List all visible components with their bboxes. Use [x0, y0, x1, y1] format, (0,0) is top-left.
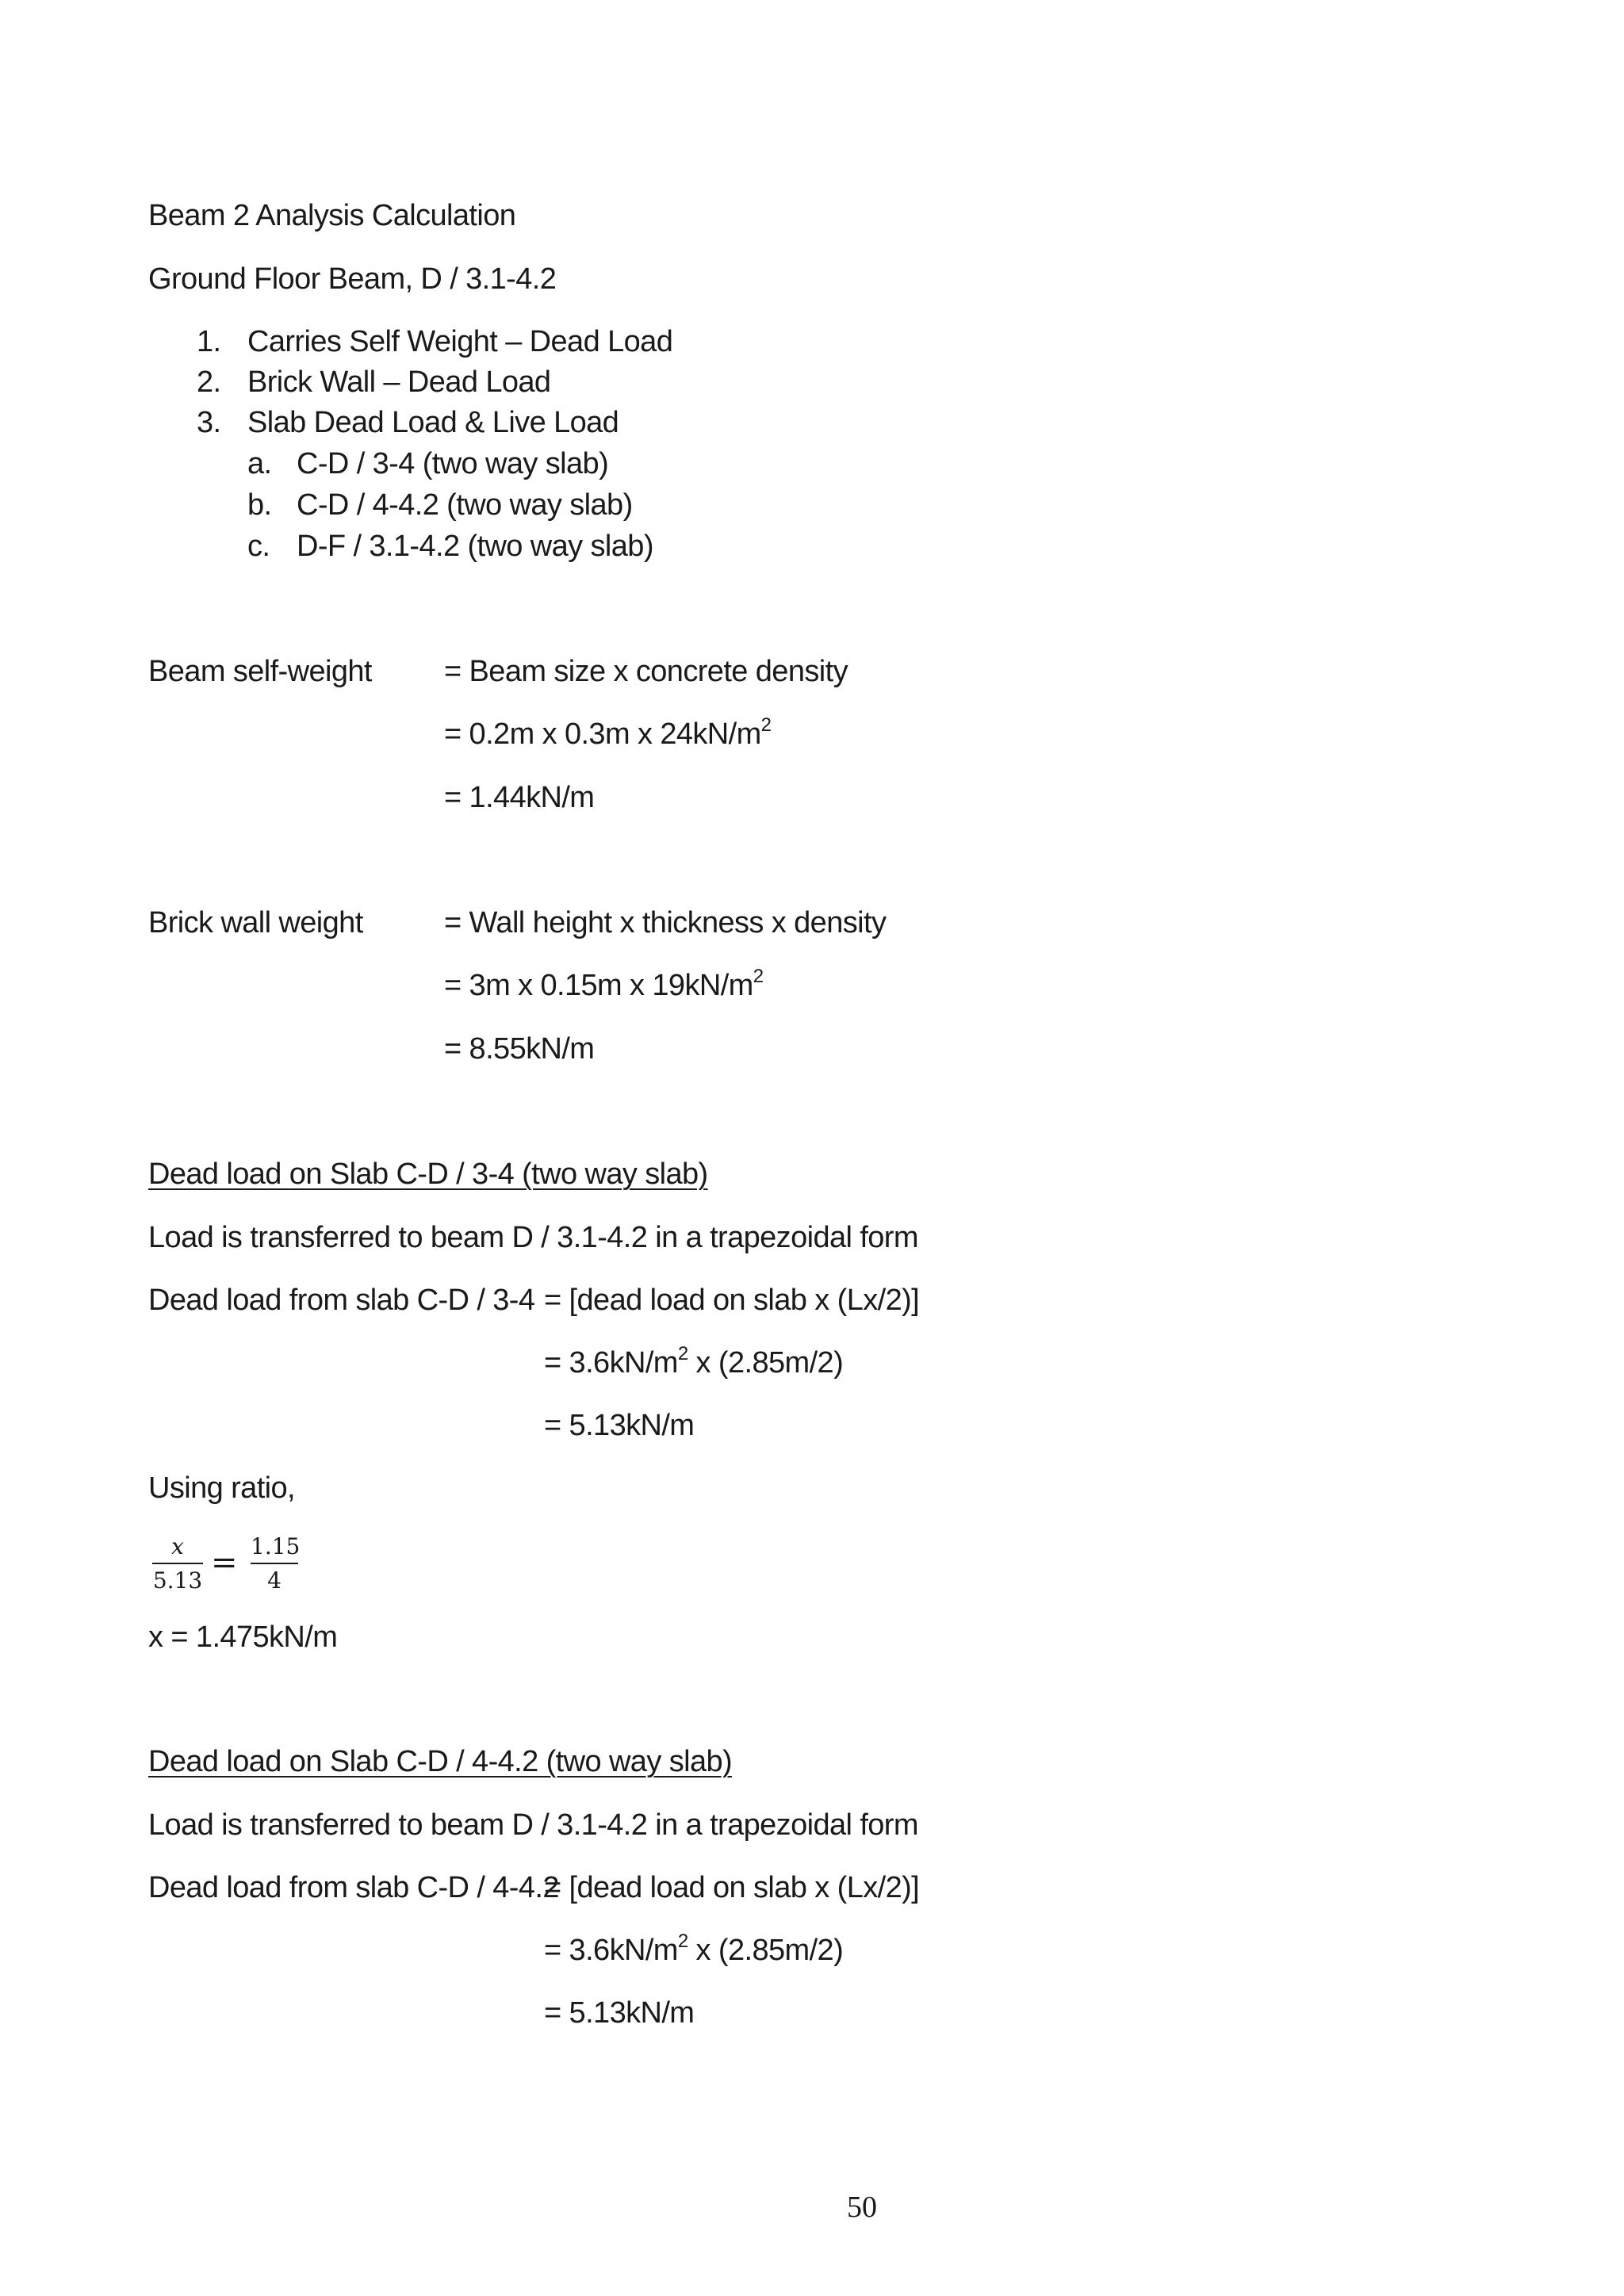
- list-item: Slab Dead Load & Live Load: [247, 406, 619, 439]
- list-item: Brick Wall – Dead Load: [247, 365, 551, 399]
- calc-result: = 5.13kN/m: [544, 1996, 695, 2030]
- sublist-letter: c.: [247, 530, 270, 563]
- page-number: 50: [847, 2191, 877, 2224]
- list-number: 2.: [197, 365, 221, 399]
- ratio-label: Using ratio,: [148, 1471, 295, 1505]
- section-title: Dead load on Slab C-D / 3-4 (two way slab): [148, 1158, 708, 1191]
- calc-label: Dead load from slab C-D / 3-4: [148, 1284, 535, 1317]
- fraction-rhs: 1.15 4: [251, 1533, 301, 1594]
- calc-result: = 1.44kN/m: [444, 781, 595, 814]
- beam-subheading: Ground Floor Beam, D / 3.1-4.2: [148, 262, 557, 296]
- sublist-item: C-D / 3-4 (two way slab): [297, 447, 609, 480]
- calc-line: = $3.6kN/m^2$ x (2.85m/2): [544, 1343, 844, 1380]
- ratio-result: x = 1.475kN/m: [148, 1621, 338, 1654]
- sublist-item: C-D / 4-4.2 (two way slab): [297, 488, 633, 522]
- calc-result: = 5.13kN/m: [544, 1409, 695, 1442]
- calc-line: = [dead load on slab x (Lx/2)]: [544, 1284, 920, 1317]
- section-title: Dead load on Slab C-D / 4-4.2 (two way slab): [148, 1745, 733, 1778]
- list-number: 1.: [197, 325, 221, 358]
- section-heading: Beam 2 Analysis Calculation: [148, 199, 516, 232]
- sublist-item: D-F / 3.1-4.2 (two way slab): [297, 530, 653, 563]
- calc-label: Beam self-weight: [148, 655, 372, 688]
- calc-line: = $3.6kN/m^2$ x (2.85m/2): [544, 1931, 844, 1967]
- calc-line: = 0.2m x 0.3m x $24kN/m^2$: [444, 714, 772, 751]
- calc-line: = Wall height x thickness x density: [444, 906, 887, 939]
- calc-line: = 3m x 0.15m x $19kN/m^2$: [444, 966, 764, 1002]
- list-number: 3.: [197, 406, 221, 439]
- sublist-letter: b.: [247, 488, 272, 522]
- calc-label: Brick wall weight: [148, 906, 363, 939]
- list-item: Carries Self Weight – Dead Load: [247, 325, 673, 358]
- transfer-note: Load is transferred to beam D / 3.1-4.2 in a trapezoidal form: [148, 1221, 918, 1254]
- calc-label: Dead load from slab C-D / 4-4.2: [148, 1871, 559, 1904]
- transfer-note: Load is transferred to beam D / 3.1-4.2 in a trapezoidal form: [148, 1808, 918, 1842]
- calc-line: = Beam size x concrete density: [444, 655, 848, 688]
- fraction-lhs: x 5.13: [152, 1533, 203, 1594]
- sublist-letter: a.: [247, 447, 272, 480]
- calc-result: = 8.55kN/m: [444, 1032, 595, 1066]
- calc-line: = [dead load on slab x (Lx/2)]: [544, 1871, 920, 1904]
- equals-sign: =: [211, 1544, 238, 1581]
